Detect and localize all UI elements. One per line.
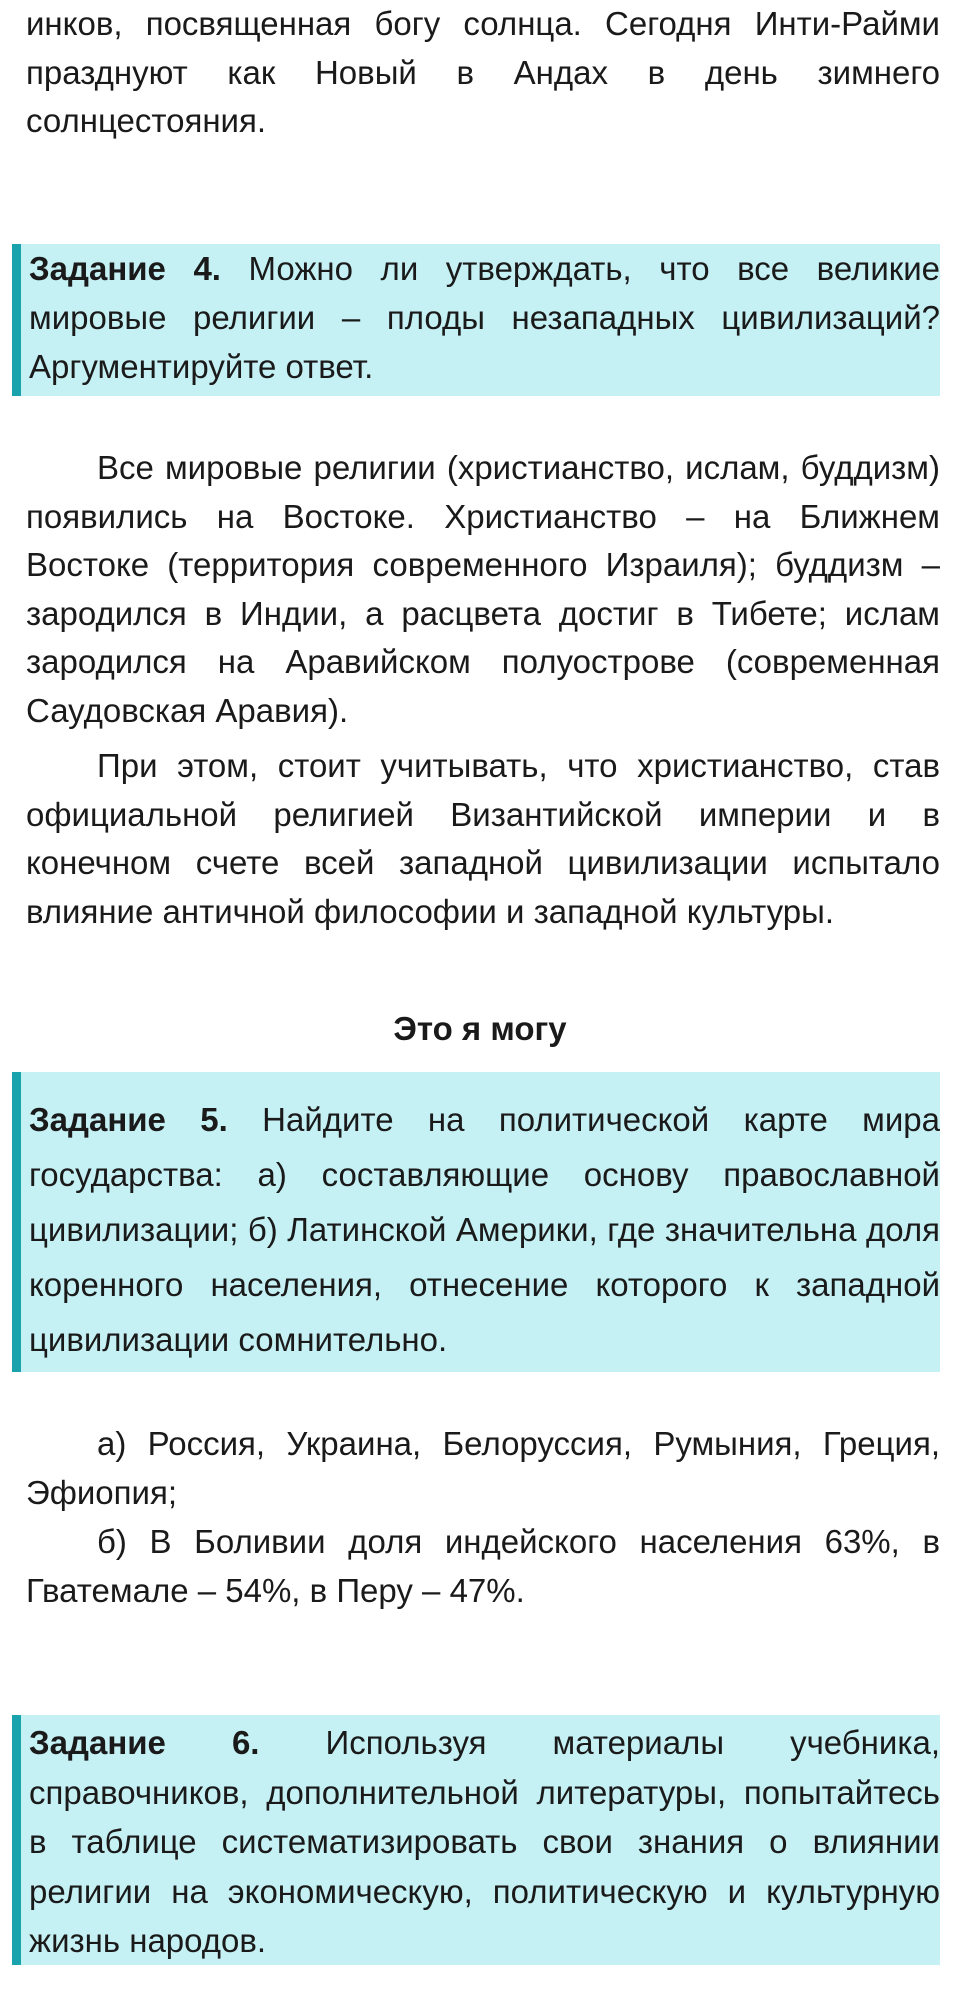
section-heading: Это я могу bbox=[393, 1010, 567, 1047]
task-4-answer-paragraph-2: При этом, стоит учитывать, что христианство, став официальной религией Византийской империи и в конечном счете всей западной цивилизации испытало влияние античной философии и западной культуры. bbox=[26, 747, 940, 930]
task-4-answer-paragraph-1: Все мировые религии (христианство, ислам, буддизм) появились на Востоке. Христианство – на Ближнем Востоке (территория современного Израиля); буддизм – зародился в Индии, а расцвета достиг в Тибете; ислам зародился на Аравийском полуострове (современная Саудовская Аравия). bbox=[26, 449, 940, 729]
task-6-text: Используя материалы учебника, справочников, дополнительной литературы, попытайтесь в таблице систематизировать свои знания о влиянии религии на экономическую, политическую и культурную жизнь народов. bbox=[29, 1724, 941, 1959]
intro-paragraph: инков, посвященная богу солнца. Сегодня Инти-Райми празднуют как Новый в Андах в день зимнего солнцестояния. bbox=[26, 5, 940, 139]
task-5-box bbox=[12, 1072, 940, 1372]
task-5-answer-a: а) Россия, Украина, Белоруссия, Румыния, Греция, Эфиопия; bbox=[26, 1425, 940, 1511]
task-6-box bbox=[12, 1715, 940, 1965]
task-5-answer-b: б) В Боливии доля индейского населения 63%, в Гватемале – 54%, в Перу – 47%. bbox=[26, 1523, 940, 1609]
task-5-text: Найдите на политической карте мира государства: а) составляющие основу православной цивилизации; б) Латинской Америки, где значительна доля коренного населения, отнесение которого к западной цивилизации сомнительно. bbox=[29, 1101, 940, 1358]
task-6-label: Задание 6. bbox=[29, 1724, 260, 1761]
task-4-label: Задание 4. bbox=[29, 250, 221, 287]
task-4-text: Можно ли утверждать, что все великие мировые религии – плоды незападных цивилизаций? Аргументируйте ответ. bbox=[29, 250, 940, 385]
task-4-box bbox=[12, 244, 940, 396]
task-5-label: Задание 5. bbox=[29, 1101, 228, 1138]
